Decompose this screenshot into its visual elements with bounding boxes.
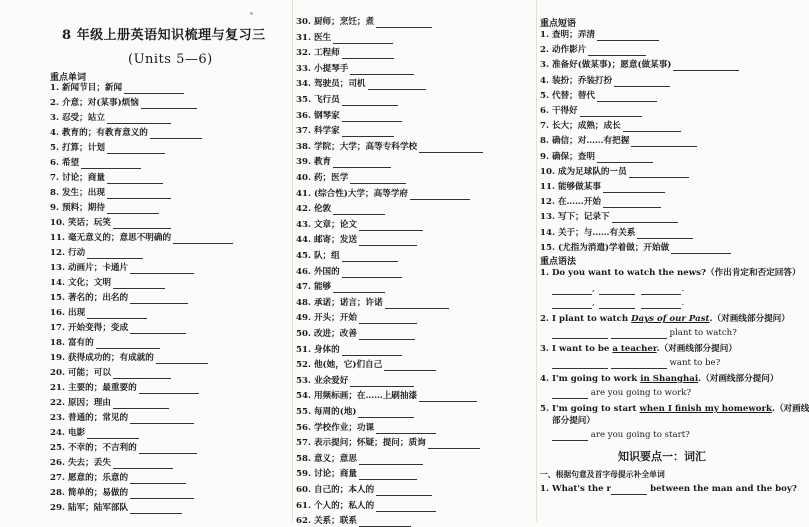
list-item [296,17,432,28]
list-item-label: 17. 开始变得；变成 [50,323,129,333]
list-item-label: 46. 外国的 [296,266,340,277]
answer-blank[interactable] [603,198,661,208]
answer-blank[interactable] [342,252,398,262]
list-item-label: 14. 文化；文明 [50,278,111,288]
list-item-label: 8. 确信；对……有把握 [540,136,630,147]
list-item [296,345,402,356]
answer-blank[interactable] [150,129,202,139]
list-item-label: 48. 承诺；诺言；许诺 [296,297,383,308]
list-item-label: 12. 在……开始 [540,197,601,208]
list-item [50,83,184,94]
grammar-question-4: 4. I'm going to work in Shanghai.（对画线部分提问） [540,374,779,384]
list-item [50,368,171,379]
list-item-label: 49. 开头；开始 [296,313,357,324]
stray-mark [250,12,253,15]
list-item-label: 55. 每周的(地) [296,407,357,417]
list-item [50,383,199,394]
list-item [540,197,661,208]
answer-blank[interactable] [419,392,477,402]
list-item [296,189,470,200]
list-item [296,376,414,387]
list-item-label: 8. 发生；出现 [50,188,105,198]
answer-blank[interactable] [342,346,402,356]
list-item [296,95,398,106]
list-item [296,267,402,278]
list-item-label: 11. 毫无意义的；意思不明确的 [50,233,172,243]
list-item [296,126,394,137]
answer-blank[interactable] [342,268,402,278]
list-item [50,278,165,289]
answer-blank[interactable] [107,189,171,199]
list-item [296,516,411,527]
answer-blank[interactable] [113,219,171,229]
list-item-label: 62. 关系；联系 [296,516,357,527]
answer-blank[interactable] [342,127,394,137]
answer-blank[interactable] [87,429,139,439]
answer-blank[interactable] [81,159,141,169]
list-item-label: 38. 学院；大学；高等专科学校 [296,141,418,152]
list-item [50,188,171,199]
answer-blank[interactable] [376,18,432,28]
list-item [296,391,477,402]
list-item [296,220,423,231]
answer-blank[interactable] [342,96,398,106]
answer-blank[interactable] [376,424,436,434]
list-item [50,458,173,469]
answer-blank[interactable] [611,485,647,495]
grammar-question-1: 1. Do you want to watch the news?（作出肯定和否定回答） [540,268,801,278]
answer-blank[interactable] [359,330,415,340]
list-item-label: 54. 用频标画；在……上刷抽漆 [296,391,418,402]
answer-blank[interactable] [139,444,197,454]
answer-blank[interactable] [588,46,646,56]
answer-blank[interactable] [350,377,414,387]
answer-blank[interactable] [641,285,681,295]
grammar-question-3: 3. I want to be a teacher.（对画线部分提问） [540,344,737,354]
list-item [296,157,391,168]
answer-line: are you going to start? [552,430,690,441]
answer-line: want to be? [552,358,720,369]
answer-blank[interactable] [552,359,608,369]
list-item-label: 24. 电影 [50,428,86,438]
list-item [540,228,693,239]
answer-blank[interactable] [552,329,608,339]
list-item-label: 42. 伦敦 [296,204,332,215]
list-item-label: 7. 长大；成熟；成长 [540,121,621,132]
list-item [296,204,385,215]
grammar-question-5-continued: 部分提问） [552,416,595,426]
list-item [540,212,678,223]
list-item [50,503,182,514]
list-item-label: 45. 队；组 [296,251,340,261]
list-item-label: 59. 讨论；商量 [296,469,357,480]
list-item-label: 29. 陆军；陆军部队 [50,503,129,513]
answer-blank[interactable] [130,414,194,424]
list-item-label: 22. 原因；理由 [50,398,111,408]
list-item [50,233,233,244]
section-heading-phrases: 重点短语 [540,19,577,29]
list-item-label: 41. (综合性)大学；高等学府 [296,188,409,199]
list-item-label: 1. 查明；弄清 [540,30,595,40]
list-item [540,30,659,41]
list-item-label: 20. 可能；可以 [50,368,111,378]
list-item-label: 6. 希望 [50,158,80,168]
list-item-label: 23. 普通的；常见的 [50,413,129,423]
list-item-label: 35. 飞行员 [296,95,340,105]
column-divider [292,0,293,522]
list-item-label: 10. 笑话；玩笑 [50,218,111,228]
knowledge-point-heading: 知识要点一：词汇 [618,450,706,463]
answer-blank[interactable] [130,324,186,334]
list-item-label: 57. 表示提问；怀疑；提问；质询 [296,438,426,449]
list-item [50,308,147,319]
list-item [50,353,208,364]
list-item [540,243,731,254]
list-item-label: 27. 愿意的；乐意的 [50,473,129,483]
list-item [296,313,417,324]
answer-blank[interactable] [599,299,635,309]
list-item-label: 2. 动作影片 [540,45,587,56]
list-item [540,106,642,117]
list-item [540,182,665,193]
answer-blank[interactable] [333,34,393,44]
worksheet-title: 8 年级上册英语知识梳理与复习三 [62,28,266,43]
answer-blank[interactable] [376,502,436,512]
section-heading-grammar: 重点语法 [540,257,577,267]
list-item-label: 4. 教育的；有教育意义的 [50,128,148,138]
list-item-label: 58. 意义；意思 [296,453,357,464]
answer-blank[interactable] [597,153,653,163]
answer-blank[interactable] [87,249,143,259]
list-item-label: 25. 不幸的；不吉利的 [50,443,137,453]
list-item-label: 52. 他(她，它)们自己 [296,360,383,371]
answer-blank[interactable] [629,168,689,178]
answer-blank[interactable] [350,174,406,184]
list-item-label: 40. 药；医学 [296,173,349,183]
worksheet-subtitle: (Units 5—6) [128,52,213,67]
list-item [540,136,697,147]
list-item [50,443,197,454]
list-item [296,282,385,293]
list-item-label: 9. 确保；查明 [540,151,595,162]
answer-blank[interactable] [359,470,417,480]
list-item-label: 15. 著名的；出名的 [50,293,129,303]
list-item [50,98,197,109]
answer-blank[interactable] [130,489,194,499]
list-item [296,454,423,465]
answer-blank[interactable] [419,143,483,153]
answer-blank[interactable] [333,205,385,215]
answer-blank[interactable] [410,190,470,200]
list-item-label: 18. 富有的 [50,338,94,348]
list-item-label: 6. 干得好 [540,106,578,116]
list-item [50,398,169,409]
list-item [50,173,163,184]
answer-blank[interactable] [611,329,667,339]
answer-blank[interactable] [333,283,385,293]
list-item-label: 53. 业余爱好 [296,375,349,386]
answer-blank[interactable] [611,359,667,369]
grammar-question-5: 5. I'm going to start when I finish my homework.（对画线 [540,404,809,414]
list-item [50,338,160,349]
list-item-label: 15. (尤指为消遣)学着做；开始做 [540,242,670,253]
answer-blank[interactable] [623,122,681,132]
list-item [540,152,653,163]
answer-line: plant to watch? [552,328,737,339]
list-item [50,158,141,169]
list-item [296,111,402,122]
list-item [296,329,415,340]
list-item-label: 10. 成为足球队的一员 [540,166,627,177]
exercise-sentence-1: 1. What's the r between the man and the boy? [540,484,797,494]
list-item [296,485,432,496]
list-item-label: 14. 关于；与……有关系 [540,227,636,238]
list-item [50,203,159,214]
list-item-label: 3. 忍受；站立 [50,113,105,123]
list-item [296,64,414,75]
list-item-label: 51. 身体的 [296,344,340,355]
list-item [296,407,414,418]
list-item-label: 12. 行动 [50,248,86,258]
list-item-label: 19. 获得成功的；有成就的 [50,353,154,363]
list-item-label: 47. 能够 [296,282,332,293]
answer-blank[interactable] [107,204,159,214]
answer-blank[interactable] [333,158,391,168]
answer-blank[interactable] [107,144,165,154]
list-item-label: 11. 能够做某事 [540,182,601,192]
answer-line: are you going to work? [552,388,691,399]
answer-blank[interactable] [173,234,233,244]
list-item [296,251,398,262]
column-divider [536,0,537,522]
list-item [296,438,480,449]
answer-line: , . [552,298,684,309]
answer-blank[interactable] [156,354,208,364]
list-item-label: 5. 打算；计划 [50,143,105,153]
answer-blank[interactable] [631,137,697,147]
list-item [296,142,483,153]
answer-blank[interactable] [368,80,426,90]
answer-blank[interactable] [597,92,657,102]
answer-blank[interactable] [342,112,402,122]
answer-blank[interactable] [384,361,436,371]
list-item-label: 3. 准备好(做某事)；愿意(做某事) [540,60,672,71]
list-item-label: 21. 主要的；最重要的 [50,383,137,393]
list-item-label: 1. 新闻节目；新闻 [50,83,123,93]
list-item-label: 2. 介意；对(某事)烦恼 [50,98,139,108]
answer-blank[interactable] [141,99,197,109]
answer-blank[interactable] [359,314,417,324]
answer-blank[interactable] [113,279,165,289]
answer-blank[interactable] [552,431,588,441]
answer-blank[interactable] [580,107,642,117]
answer-blank[interactable] [130,264,194,274]
answer-blank[interactable] [671,244,731,254]
answer-blank[interactable] [641,299,681,309]
answer-blank[interactable] [599,285,635,295]
list-item [50,248,143,259]
list-item-label: 16. 出现 [50,308,86,318]
list-item [50,323,186,334]
list-item-label: 39. 教育 [296,157,332,168]
answer-blank[interactable] [552,389,588,399]
list-item [50,413,194,424]
answer-blank[interactable] [130,474,186,484]
list-item [50,293,188,304]
list-item-label: 33. 小提琴手 [296,63,349,74]
answer-blank[interactable] [139,384,199,394]
list-item-label: 60. 自己的；本人的 [296,485,375,495]
answer-blank[interactable] [637,229,693,239]
list-item [50,128,202,139]
list-item-label: 9. 预料；期待 [50,203,105,213]
list-item-label: 36. 钢琴家 [296,110,340,121]
answer-blank[interactable] [342,49,394,59]
answer-line: , . [552,284,684,295]
list-item-label: 7. 讨论；商量 [50,173,105,183]
list-item [296,48,394,59]
list-item [296,469,417,480]
answer-blank[interactable] [350,65,414,75]
list-item [296,298,449,309]
list-item-label: 61. 个人的；私人的 [296,500,375,511]
exercise-instructions: 一、根据句意及首字母提示补全单词 [540,470,665,479]
list-item [50,488,194,499]
list-item [540,45,646,56]
list-item [296,501,436,512]
answer-blank[interactable] [130,294,188,304]
list-item-label: 5. 代替；替代 [540,90,595,101]
list-item-label: 31. 医生 [296,32,332,43]
answer-blank[interactable] [612,213,678,223]
list-item-label: 44. 邮寄；发送 [296,235,357,246]
answer-blank[interactable] [107,174,163,184]
grammar-question-2: 2. I plant to watch Days of our Past.（对画线部分提问） [540,314,790,324]
section-heading-vocabulary: 重点单词 [50,73,87,83]
answer-blank[interactable] [359,221,423,231]
list-item [50,113,171,124]
answer-blank[interactable] [107,114,171,124]
answer-blank[interactable] [130,504,182,514]
list-item [540,76,670,87]
list-item [296,423,436,434]
answer-blank[interactable] [552,285,592,295]
list-item-label: 30. 厨师；烹饪；煮 [296,17,375,27]
list-item-label: 28. 简单的；易做的 [50,488,129,498]
answer-blank[interactable] [96,339,160,349]
answer-blank[interactable] [113,459,173,469]
list-item-label: 43. 文章；论文 [296,219,357,230]
answer-blank[interactable] [428,439,480,449]
list-item-label: 26. 失去；丢失 [50,458,111,468]
answer-blank[interactable] [358,408,414,418]
answer-blank[interactable] [359,517,411,527]
answer-blank[interactable] [359,236,417,246]
list-item [50,428,139,439]
list-item-label: 13. 写下；记录下 [540,212,610,223]
answer-blank[interactable] [113,399,169,409]
answer-blank[interactable] [614,77,670,87]
answer-blank[interactable] [603,183,665,193]
answer-blank[interactable] [87,309,147,319]
list-item [540,121,681,132]
list-item [540,60,739,71]
answer-blank[interactable] [673,61,739,71]
list-item [50,143,165,154]
list-item-label: 56. 学校作业；功课 [296,422,375,433]
list-item-label: 37. 科学家 [296,126,340,137]
list-item [540,167,689,178]
list-item [50,263,194,274]
answer-blank[interactable] [597,31,659,41]
answer-blank[interactable] [124,84,184,94]
list-item-label: 34. 驾驶员；司机 [296,79,366,90]
answer-blank[interactable] [359,455,423,465]
list-item-label: 4. 装扮；乔装打扮 [540,75,613,86]
answer-blank[interactable] [552,299,592,309]
answer-blank[interactable] [385,299,449,309]
list-item [50,473,186,484]
list-item [296,360,436,371]
list-item-label: 13. 动画片；卡通片 [50,263,129,273]
list-item [296,173,406,184]
list-item-label: 50. 改进；改善 [296,329,357,339]
list-item [296,235,417,246]
answer-blank[interactable] [376,486,432,496]
list-item [296,33,393,44]
list-item-label: 32. 工程师 [296,48,340,59]
list-item [50,218,171,229]
list-item [540,91,657,102]
answer-blank[interactable] [113,369,171,379]
list-item [296,79,426,90]
